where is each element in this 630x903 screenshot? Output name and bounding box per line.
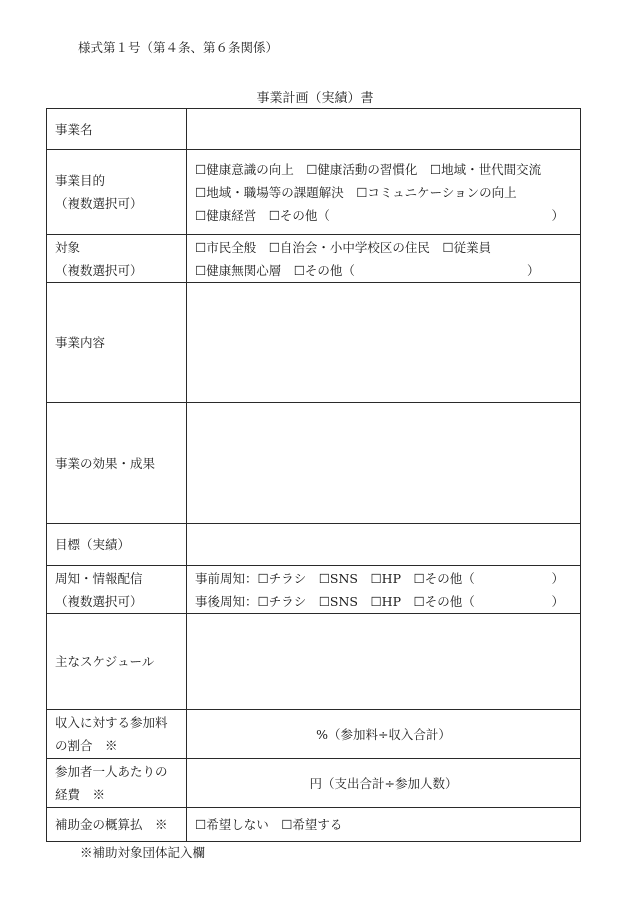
- plan-form-table: [46, 108, 581, 842]
- project-name-label: 事業名: [47, 109, 187, 150]
- target-options[interactable]: [187, 235, 581, 283]
- purpose-label-main: 事業目的: [55, 173, 106, 188]
- fee-ratio-label-line-2: の割合 ※: [55, 738, 118, 753]
- schedule-field[interactable]: [187, 614, 581, 710]
- fee-ratio-field[interactable]: %（参加料÷収入合計）: [187, 710, 581, 759]
- goal-field[interactable]: [187, 524, 581, 566]
- purpose-options[interactable]: [187, 150, 581, 235]
- purpose-options-line-2[interactable]: ☐地域・職場等の課題解決 ☐コミュニケーションの向上: [195, 184, 517, 200]
- publicity-after-text[interactable]: 事後周知：☐チラシ ☐SNS ☐HP ☐その他（: [195, 593, 475, 609]
- row-purpose: [47, 150, 581, 235]
- row-schedule: [47, 614, 581, 710]
- purpose-options-line-1[interactable]: ☐健康意識の向上 ☐健康活動の習慣化 ☐地域・世代間交流: [195, 161, 542, 177]
- advance-payment-options[interactable]: ☐希望しない ☐希望する: [187, 808, 581, 842]
- cost-per-person-field[interactable]: 円（支出合計÷参加人数）: [187, 759, 581, 808]
- target-label: [47, 235, 187, 283]
- purpose-options-line-3[interactable]: [195, 204, 572, 227]
- content-field[interactable]: [187, 283, 581, 403]
- publicity-label-note: （複数選択可）: [55, 593, 143, 609]
- cost-per-person-label-line-1: 参加者一人あたりの: [55, 764, 168, 779]
- target-options-line-1[interactable]: ☐市民全般 ☐自治会・小中学校区の住民 ☐従業員: [195, 239, 492, 255]
- row-advance-payment: [47, 808, 581, 842]
- goal-label: 目標（実績）: [47, 524, 187, 566]
- target-options-line-2-text[interactable]: ☐健康無関心層 ☐その他（: [195, 262, 355, 278]
- row-target: [47, 235, 581, 283]
- footnote: ※補助対象団体記入欄: [80, 845, 206, 860]
- target-label-note: （複数選択可）: [55, 262, 143, 278]
- fee-ratio-label-line-1: 収入に対する参加料: [55, 715, 168, 730]
- cost-per-person-label: [47, 759, 187, 808]
- content-label: 事業内容: [47, 283, 187, 403]
- publicity-before-close: ）: [551, 570, 564, 586]
- row-effect: [47, 403, 581, 524]
- fee-ratio-label: [47, 710, 187, 759]
- document-title: 事業計画（実績）書: [256, 91, 374, 106]
- purpose-label-note: （複数選択可）: [55, 196, 143, 211]
- row-project-name: [47, 109, 581, 150]
- publicity-label: [47, 566, 187, 614]
- purpose-options-line-3-text[interactable]: ☐健康経営 ☐その他（: [195, 207, 330, 223]
- publicity-label-main: 周知・情報配信: [55, 570, 143, 586]
- publicity-after-close: ）: [551, 593, 564, 609]
- row-content: [47, 283, 581, 403]
- publicity-before-line[interactable]: [195, 567, 572, 590]
- schedule-label: 主なスケジュール: [47, 614, 187, 710]
- advance-payment-label: 補助金の概算払 ※: [47, 808, 187, 842]
- purpose-label: [47, 150, 187, 235]
- cost-per-person-label-line-2: 経費 ※: [55, 787, 106, 802]
- row-fee-ratio: [47, 710, 581, 759]
- purpose-other-close: ）: [551, 207, 564, 223]
- row-publicity: [47, 566, 581, 614]
- form-number: 様式第１号（第４条、第６条関係）: [78, 40, 279, 55]
- publicity-options[interactable]: [187, 566, 581, 614]
- target-other-close: ）: [527, 262, 540, 278]
- project-name-field[interactable]: [187, 109, 581, 150]
- row-goal: [47, 524, 581, 566]
- effect-field[interactable]: [187, 403, 581, 524]
- publicity-after-line[interactable]: [195, 590, 572, 613]
- row-cost-per-person: [47, 759, 581, 808]
- target-label-main: 対象: [55, 239, 81, 255]
- effect-label: 事業の効果・成果: [47, 403, 187, 524]
- publicity-before-text[interactable]: 事前周知：☐チラシ ☐SNS ☐HP ☐その他（: [195, 570, 475, 586]
- target-options-line-2[interactable]: [195, 259, 572, 282]
